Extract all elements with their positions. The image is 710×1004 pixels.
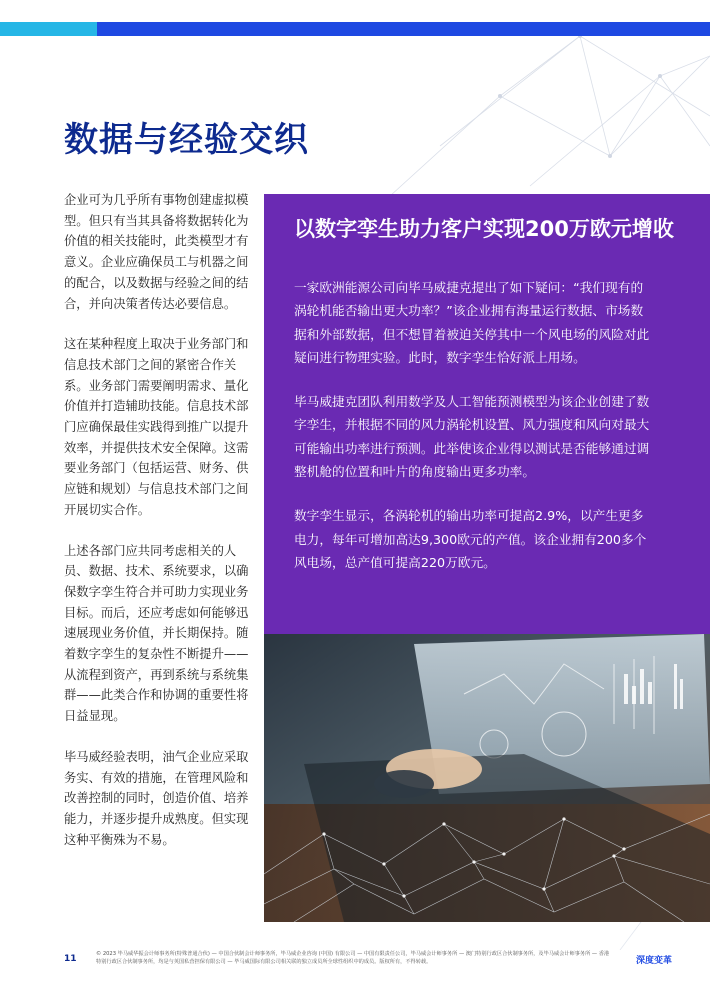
body-paragraph: 上述各部门应共同考虑相关的人员、数据、技术、系统要求，以确保数字孪生符合并可助力实现业务目标。而后，还应考虑如何能够迅速展现业务价值，并长期保持。随着数字孪生的复杂性不断提升——从流程到资产，再到系统与系统集群——此类合作和协调的重要性将日益显现。 [64,543,249,724]
top-accent-bar-dark [97,22,710,36]
case-study-box [264,194,710,634]
digital-laptop-photo [264,634,710,922]
case-study-body [294,276,654,595]
page-title: 数据与经验交织 [64,120,309,160]
page-number: 11 [64,954,77,964]
legal-notice: © 2023 毕马威华振会计师事务所(特殊普通合伙) — 中国合伙制会计师事务所，毕马威企业咨询 (中国) 有限公司 — 中国有限责任公司，毕马威会计师事务所 — 澳门特别行政区合伙制事务所，及毕马威会计师事务所 — 香港特别行政区合伙制事务所，均是与英国私营担保有限公司 — 毕马威国际有限公司相关联的独立成员所全球性组织中的成员。版权所有，不得转载。 [96,951,610,965]
body-paragraph: 这在某种程度上取决于业务部门和信息技术部门之间的紧密合作关系。业务部门需要阐明需求、量化价值并打造辅助技能。信息技术部门应确保最佳实践得到推广以提升效率，并提供技术安全保障。这需要业务部门（包括运营、财务、供应链和规划）与信息技术部门之间开展切实合作。 [64,337,249,517]
body-paragraph: 毕马威经验表明，油气企业应采取务实、有效的措施，在管理风险和改善控制的同时，创造价值、培养能力，并逐步提升成熟度。但实现这种平衡殊为不易。 [64,749,249,847]
body-paragraph: 企业可为几乎所有事物创建虚拟模型。但只有当其具备将数据转化为价值的相关技能时，此类模型才有意义。企业应确保员工与机器之间的配合，以及数据与经验之间的结合，并向决策者传达必要信息。 [64,193,249,311]
body-text-column [64,190,250,870]
top-accent-bar-light [0,22,97,36]
photo-illustration [264,634,710,922]
case-study-paragraph: 毕马威捷克团队利用数学及人工智能预测模型为该企业创建了数字孪生，并根据不同的风力涡轮机设置、风力强度和风向对最大可能输出功率进行预测。此举使该企业得以测试是否能够通过调整机舱的位置和叶片的角度输出更多功率。 [294,394,650,480]
case-study-heading: 以数字孪生助力客户实现200万欧元增收 [294,217,674,241]
case-study-paragraph: 一家欧洲能源公司向毕马威捷克提出了如下疑问：“我们现有的涡轮机能否输出更大功率？”该企业拥有海量运行数据、市场数据和外部数据，但不想冒着被迫关停其中一个风电场的风险对此疑问进行物理实验。此时，数字孪生恰好派上用场。 [294,280,650,365]
case-study-paragraph: 数字孪生显示，各涡轮机的输出功率可提高2.9%，以产生更多电力，每年可增加高达9,300欧元的产值。该企业拥有200多个风电场，总产值可提高220万欧元。 [294,508,647,570]
publication-brand: 深度变革 [635,956,672,966]
network-pattern-decoration [380,36,710,206]
